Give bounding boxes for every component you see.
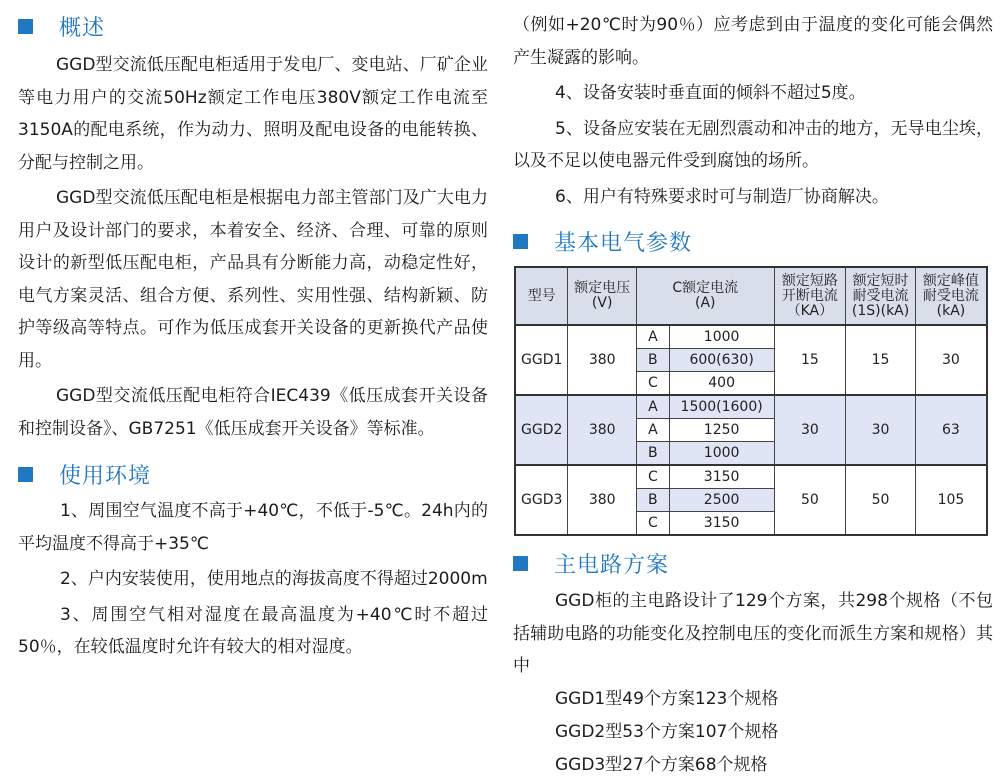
environment-item-4: 4、设备安装时垂直面的倾斜不超过5度。	[555, 83, 866, 103]
cell-current: 400	[669, 372, 774, 396]
cell-current: 1250	[669, 419, 774, 442]
environment-item-6: 6、用户有特殊要求时可与制造厂协商解决。	[555, 186, 889, 207]
right-column	[513, 0, 993, 782]
overview-paragraph-2: GGD型交流低压配电柜是根据电力部主管部门及广大电力用户及设计部门的要求，本着安全、经济、合理、可靠的原则设计的新型低压配电柜，产品具有分断能力高，动稳定性好，电气方案灵活、组合方便、系列性、实用性强、结构新颖、防护等级高等特点。可作为低压成套开关设备的更新换代产品使用。	[18, 188, 488, 371]
cell-short-time: 50	[846, 465, 916, 535]
cell-grade: C	[636, 512, 669, 536]
cell-voltage: 380	[568, 465, 637, 535]
cell-current: 3150	[669, 465, 774, 489]
overview-title: 概述	[59, 15, 106, 41]
cell-breaking: 15	[774, 325, 846, 395]
circuit-paragraph: GGD柜的主电路设计了129个方案，共298个规格（不包括辅助电路的功能变化及控制电压的变化而派生方案和规格）其中	[513, 591, 993, 676]
cell-grade: B	[636, 442, 669, 466]
cell-current: 2500	[669, 489, 774, 512]
square-bullet-icon	[513, 234, 528, 249]
cell-current: 3150	[669, 512, 774, 536]
cell-current: 1000	[669, 325, 774, 349]
environment-item-1: 1、周围空气温度不高于+40℃，不低于-5℃。24h内的平均温度不得高于+35℃	[18, 501, 488, 554]
cell-model: GGD2	[515, 395, 568, 465]
circuit-heading	[513, 546, 993, 580]
circuit-title: 主电路方案	[554, 552, 670, 578]
cell-peak: 30	[915, 325, 987, 395]
cell-grade: C	[636, 372, 669, 396]
cell-current: 1500(1600)	[669, 395, 774, 419]
overview-paragraph-3: GGD型交流低压配电柜符合IEC439《低压成套开关设备和控制设备》、GB7251《低压成套开关设备》等标准。	[18, 386, 488, 439]
environment-item-5: 5、设备应安装在无剧烈震动和冲击的地方，无导电尘埃，以及不足以使电器元件受到腐蚀的场所。	[513, 118, 993, 171]
circuit-ggd3-line: GGD3型27个方案68个规格	[555, 754, 768, 775]
environment-title: 使用环境	[59, 463, 152, 489]
header-peak: 额定峰值 耐受电流 (kA)	[915, 267, 987, 325]
cell-peak: 63	[915, 395, 987, 465]
header-short-time: 额定短时 耐受电流 (1S)(kA)	[846, 267, 916, 325]
cell-voltage: 380	[568, 325, 637, 395]
cell-peak: 105	[915, 465, 987, 535]
environment-item-2: 2、户内安装使用，使用地点的海拔高度不得超过2000m	[60, 569, 488, 589]
cell-breaking: 30	[774, 395, 846, 465]
table-header-row	[515, 267, 987, 325]
header-breaking: 额定短路 开断电流 （KA）	[774, 267, 846, 325]
overview-heading	[18, 9, 488, 43]
cell-current: 600(630)	[669, 349, 774, 372]
cell-short-time: 30	[846, 395, 916, 465]
cell-model: GGD1	[515, 325, 568, 395]
table-row	[515, 325, 987, 349]
cell-voltage: 380	[568, 395, 637, 465]
cell-current: 1000	[669, 442, 774, 466]
cell-grade: B	[636, 349, 669, 372]
square-bullet-icon	[18, 467, 33, 482]
cell-grade: A	[636, 419, 669, 442]
cell-grade: A	[636, 325, 669, 349]
circuit-ggd2-line: GGD2型53个方案107个规格	[555, 721, 779, 742]
params-heading	[513, 224, 993, 258]
cell-grade: C	[636, 465, 669, 489]
environment-heading	[18, 457, 488, 491]
params-title: 基本电气参数	[554, 230, 693, 256]
params-table	[514, 266, 988, 536]
header-current: C额定电流 (A)	[636, 267, 774, 325]
cell-grade: A	[636, 395, 669, 419]
left-column	[18, 0, 488, 664]
square-bullet-icon	[513, 556, 528, 571]
overview-paragraph-1: GGD型交流低压配电柜适用于发电厂、变电站、厂矿企业等电力用户的交流50Hz额定工作电压380V额定工作电流至3150A的配电系统，作为动力、照明及配电设备的电能转换、分配与控制之用。	[18, 55, 488, 173]
header-voltage: 额定电压 (V)	[568, 267, 637, 325]
table-row	[515, 465, 987, 489]
cell-short-time: 15	[846, 325, 916, 395]
environment-item-3-continued: （例如+20℃时为90％）应考虑到由于温度的变化可能会偶然产生凝露的影响。	[513, 15, 993, 68]
table-row	[515, 395, 987, 419]
header-model: 型号	[515, 267, 568, 325]
cell-model: GGD3	[515, 465, 568, 535]
square-bullet-icon	[18, 19, 33, 34]
environment-item-3: 3、周围空气相对湿度在最高温度为+40℃时不超过50％，在较低温度时允许有较大的相对湿度。	[18, 604, 488, 657]
cell-breaking: 50	[774, 465, 846, 535]
circuit-ggd1-line: GGD1型49个方案123个规格	[555, 688, 779, 709]
cell-grade: B	[636, 489, 669, 512]
